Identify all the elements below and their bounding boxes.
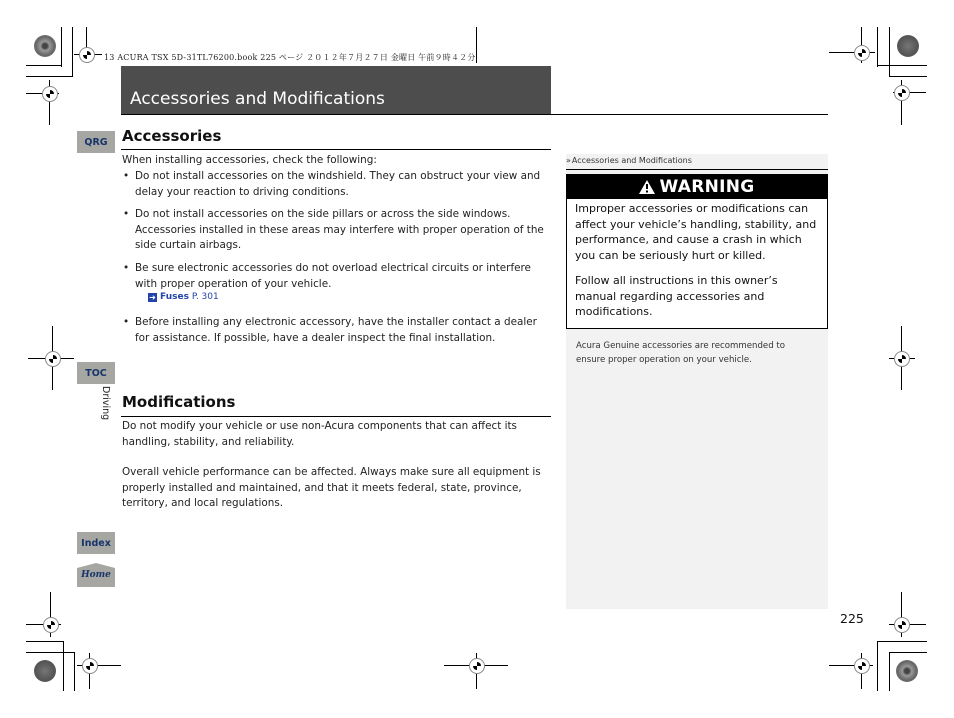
list-item: • Do not install accessories on the side pillars or across the side windows. Accessories installed in these areas may interfere with proper operation of the side curtain airbags. [122,207,547,254]
registration-mark-icon [854,45,870,61]
accessories-intro: When installing accessories, check the following: [122,154,377,166]
registration-mark-icon [854,658,870,674]
section-tab-label: Driving [100,386,111,421]
registration-mark-icon [894,351,910,367]
sidebar-note: Acura Genuine accessories are recommended to ensure proper operation on your vehicle. [576,341,786,365]
registration-disc-icon [34,660,56,682]
registration-mark-icon [45,351,61,367]
modifications-divider [121,416,551,417]
warning-paragraph: Improper accessories or modifications can affect your vehicle’s handling, stability, and performance, and cause a crash in which you can be seriously hurt or killed. [575,202,817,262]
page-title-bar [121,66,551,114]
fuses-link[interactable] [148,292,219,302]
toc-button[interactable]: TOC [77,362,115,384]
sidebar-ref-title: Accessories and Modifications [571,156,692,165]
double-arrow-icon: » [566,156,569,165]
sidebar-divider [566,169,828,170]
warning-paragraph: Follow all instructions in this owner’s manual regarding accessories and modifications. [575,274,778,319]
registration-mark-icon [469,658,485,674]
registration-mark-icon [42,86,58,102]
modifications-heading: Modifications [122,393,236,411]
xref-page: P. 301 [191,292,219,302]
registration-mark-icon [894,85,910,101]
modifications-paragraph: Do not modify your vehicle or use non-Acura components that can affect its handling, stability, and reliability. [122,420,517,448]
warning-box [566,174,828,329]
home-button[interactable] [77,563,115,587]
warning-title: WARNING [659,177,755,197]
warning-triangle-icon [639,180,655,194]
registration-disc-icon [34,35,56,57]
accessories-divider [121,149,551,150]
registration-disc-icon [897,35,919,57]
registration-mark-icon [894,617,910,633]
accessories-heading: Accessories [122,127,222,145]
qrg-button[interactable]: QRG [77,131,115,153]
home-label: Home [81,570,111,580]
warning-header [567,175,827,199]
xref-label: Fuses [160,292,189,302]
title-divider [121,114,828,115]
sidebar-reference [566,156,692,165]
list-item: • Before installing any electronic accessory, have the installer contact a dealer for assistance. If possible, have a dealer inspect the final installation. [122,315,547,346]
page-title: Accessories and Modifications [130,89,385,109]
index-button[interactable]: Index [77,532,115,554]
list-item: • Do not install accessories on the windshield. They can obstruct your view and delay your reaction to driving conditions. [122,169,547,200]
print-header: 13 ACURA TSX 5D-31TL76200.book 225 ページ ２０１２年７月２７日 金曜日 午前９時４２分 [104,53,476,62]
registration-mark-icon [82,658,98,674]
registration-mark-icon [79,47,95,63]
page-number: 225 [840,611,864,626]
modifications-paragraph: Overall vehicle performance can be affected. Always make sure all equipment is properly installed and maintained, and that it meets federal, state, province, territory, and local regulations. [122,466,541,509]
registration-mark-icon [43,617,59,633]
cross-reference-arrow-icon: ➜ [149,293,156,302]
list-item: • Be sure electronic accessories do not overload electrical circuits or interfere with proper operation of your vehicle. [122,261,547,292]
registration-disc-icon [896,660,918,682]
